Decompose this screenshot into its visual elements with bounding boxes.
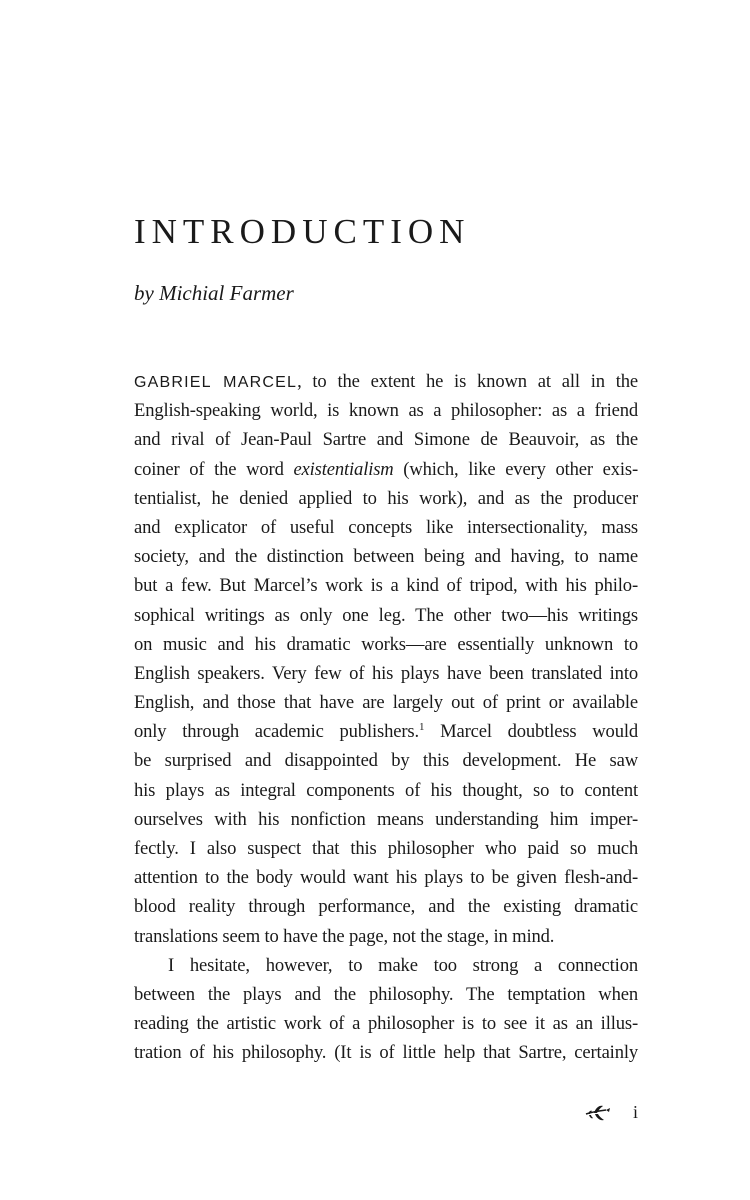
footnote-ref[interactable]: 1	[418, 721, 425, 734]
author-byline: by Michial Farmer	[134, 281, 294, 305]
text-line: society, and the distinction between being and having, to name	[134, 546, 638, 568]
text-line: tration of his philosophy. (It is of little help that Sartre, certainly	[134, 1042, 638, 1064]
text-line: sophical writings as only one leg. The other two—his writings	[134, 604, 638, 626]
page-footer	[584, 1100, 638, 1124]
body-text	[134, 367, 638, 1068]
chapter-title: INTRODUCTION	[134, 212, 471, 251]
text-line: coiner of the word existentialism (which, like every other exis-	[134, 458, 638, 480]
text-line: between the plays and the philosophy. The temptation when	[134, 983, 638, 1005]
text-line: on music and his dramatic works—are essentially unknown to	[134, 633, 638, 655]
text-line: blood reality through performance, and the existing dramatic	[134, 896, 638, 918]
italic-term: existentialism	[293, 458, 394, 480]
text-line: but a few. But Marcel’s work is a kind of tripod, with his philo-	[134, 575, 638, 597]
text-line: GABRIEL MARCEL, to the extent he is known at all in the	[134, 371, 638, 392]
text-line: his plays as integral components of his thought, so to content	[134, 779, 638, 801]
text-line: English, and those that have are largely out of print or available	[134, 692, 638, 714]
text-line: English speakers. Very few of his plays have been translated into	[134, 662, 638, 684]
text-line: attention to the body would want his plays to be given flesh-and-	[134, 867, 638, 889]
text-line: ourselves with his nonfiction means understanding him imper-	[134, 808, 638, 830]
text-line: only through academic publishers.$^1$ Marcel doubtless would	[134, 721, 638, 743]
text-line: and explicator of useful concepts like intersectionality, mass	[134, 516, 638, 538]
text-line: I hesitate, however, to make too strong a connection	[168, 954, 638, 976]
text-line: translations seem to have the page, not the stage, in mind.	[134, 925, 555, 947]
text-line: tentialist, he denied applied to his work), and as the producer	[134, 487, 638, 509]
text-line: fectly. I also suspect that this philosopher who paid so much	[134, 838, 638, 859]
text-line: be surprised and disappointed by this development. He saw	[134, 750, 638, 772]
page-number: i	[632, 1102, 638, 1122]
text-line: English-speaking world, is known as a philosopher: as a friend	[134, 400, 638, 422]
text-line: and rival of Jean-Paul Sartre and Simone de Beauvoir, as the	[134, 429, 638, 451]
fleuron-icon	[584, 1103, 612, 1123]
text-line: reading the artistic work of a philosopher is to see it as an illus-	[134, 1013, 638, 1035]
small-caps-name: GABRIEL MARCEL	[134, 374, 298, 391]
